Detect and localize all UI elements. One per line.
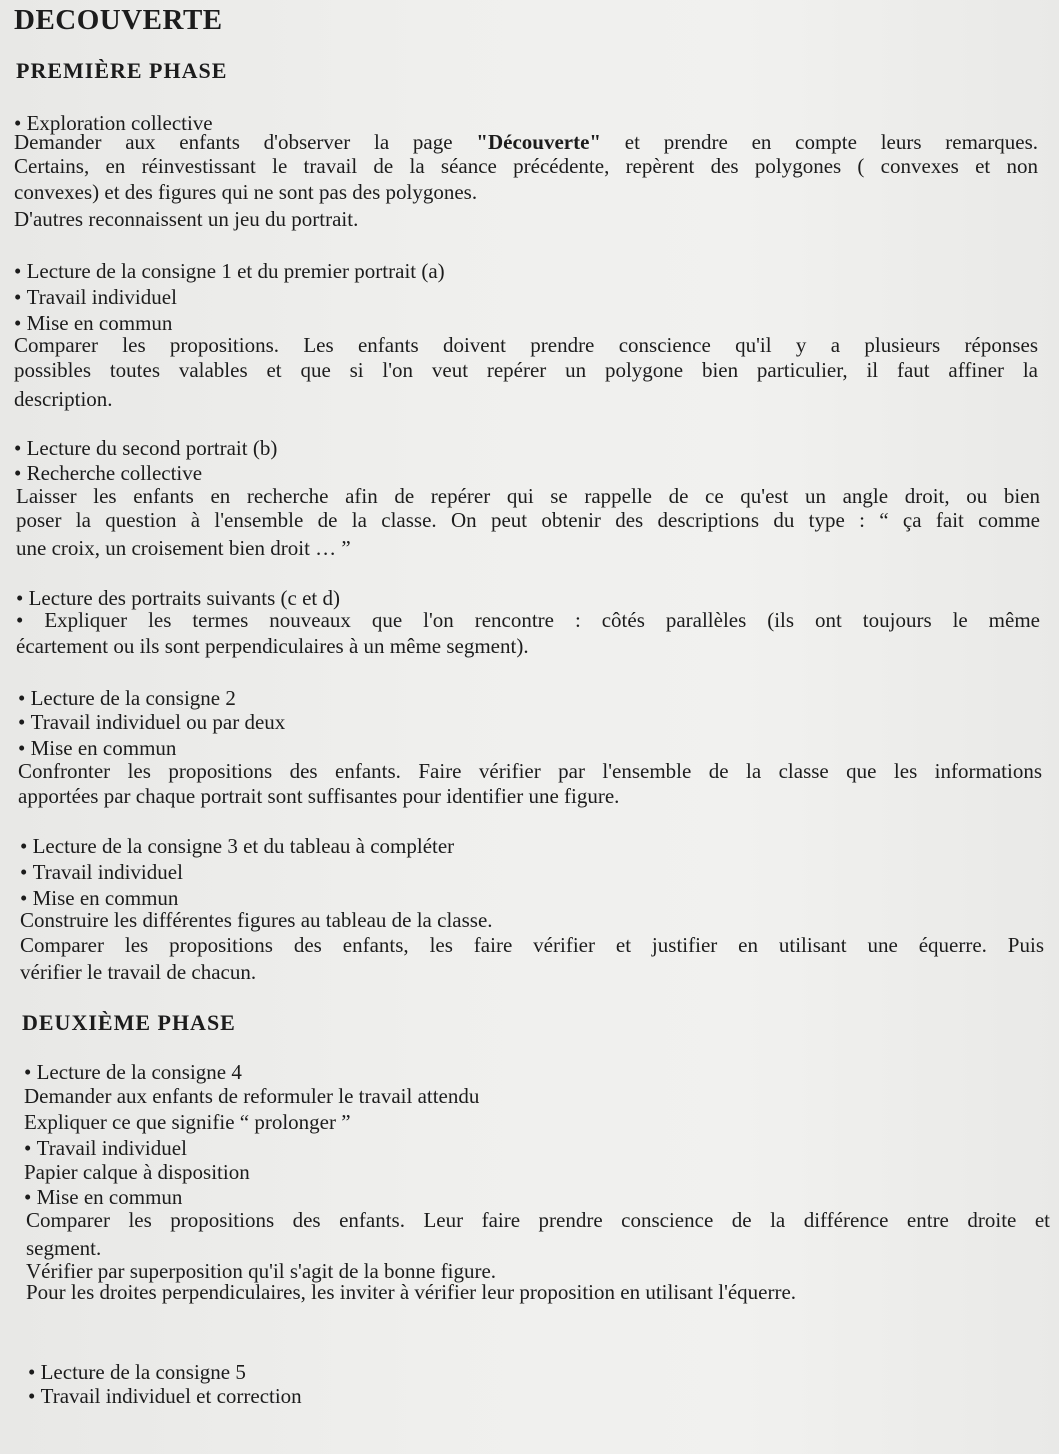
bullet-item: • Travail individuel et correction: [28, 1384, 302, 1409]
phase2-heading: DEUXIÈME PHASE: [22, 1010, 236, 1035]
bullet-item: • Lecture de la consigne 2: [18, 686, 236, 711]
paragraph-line: possibles toutes valables et que si l'on veut repérer un polygone bien particulier, il faut affiner la: [14, 358, 1038, 382]
bullet-item: • Lecture de la consigne 4: [24, 1060, 242, 1085]
bullet-item: • Lecture des portraits suivants (c et d): [16, 586, 340, 611]
paragraph-line: Construire les différentes figures au tableau de la classe.: [20, 908, 493, 932]
paragraph-line: Certains, en réinvestissant le travail de la séance précédente, repèrent des polygones ( convexes et non: [14, 154, 1038, 178]
paragraph-line: Demander aux enfants de reformuler le travail attendu: [24, 1084, 480, 1108]
paragraph-line: description.: [14, 387, 113, 411]
paragraph-line: Laisser les enfants en recherche afin de repérer qui se rappelle de ce qu'est un angle droit, ou bien: [16, 484, 1040, 508]
paragraph-line: Comparer les propositions des enfants, les faire vérifier et justifier en utilisant une équerre. Puis: [20, 933, 1044, 957]
bullet-item: • Lecture du second portrait (b): [14, 436, 277, 461]
paragraph-line: poser la question à l'ensemble de la classe. On peut obtenir des descriptions du type : “ ça fait comme: [16, 508, 1040, 532]
paragraph-line: Expliquer ce que signifie “ prolonger ”: [24, 1110, 351, 1134]
paragraph-line: Comparer les propositions des enfants. Leur faire prendre conscience de la différence entre droite et: [26, 1208, 1050, 1232]
paragraph-line: Papier calque à disposition: [24, 1160, 250, 1184]
bullet-exploration: • Exploration collective: [14, 111, 213, 136]
paragraph-line: Pour les droites perpendiculaires, les inviter à vérifier leur proposition en utilisant l'équerre.: [26, 1280, 797, 1304]
bullet-item: • Recherche collective: [14, 461, 202, 486]
bullet-item: • Mise en commun: [14, 311, 172, 336]
paragraph-line: Demander aux enfants d'observer la page "Découverte" et prendre en compte leurs remarques.: [14, 130, 1038, 154]
paragraph-line: segment.: [26, 1236, 102, 1260]
paragraph-line: apportées par chaque portrait sont suffisantes pour identifier une figure.: [18, 784, 620, 808]
bullet-item: • Expliquer les termes nouveaux que l'on rencontre : côtés parallèles (ils ont toujours le même: [16, 608, 1040, 633]
bullet-item: • Lecture de la consigne 5: [28, 1360, 246, 1385]
bullet-item: • Lecture de la consigne 1 et du premier portrait (a): [14, 259, 445, 284]
bullet-item: • Travail individuel: [14, 285, 177, 310]
bullet-item: • Mise en commun: [20, 886, 178, 911]
paragraph-line: Comparer les propositions. Les enfants doivent prendre conscience qu'il y a plusieurs réponses: [14, 333, 1038, 357]
bullet-item: • Mise en commun: [18, 736, 176, 761]
paragraph-line: vérifier le travail de chacun.: [20, 960, 257, 984]
bullet-item: • Lecture de la consigne 3 et du tableau à compléter: [20, 834, 454, 859]
paragraph-line: Vérifier par superposition qu'il s'agit de la bonne figure.: [26, 1259, 497, 1283]
paragraph-line: écartement ou ils sont perpendiculaires à un même segment).: [16, 634, 529, 658]
bullet-item: • Travail individuel: [24, 1136, 187, 1161]
paragraph-line: convexes) et des figures qui ne sont pas des polygones.: [14, 180, 478, 204]
phase1-heading: PREMIÈRE PHASE: [16, 58, 228, 83]
paragraph-line: D'autres reconnaissent un jeu du portrait.: [14, 207, 359, 231]
paragraph-line: une croix, un croisement bien droit … ”: [16, 536, 351, 560]
page-title: DECOUVERTE: [14, 4, 223, 36]
paragraph-line: Confronter les propositions des enfants. Faire vérifier par l'ensemble de la classe que les informations: [18, 759, 1042, 783]
bullet-item: • Mise en commun: [24, 1185, 182, 1210]
bullet-item: • Travail individuel: [20, 860, 183, 885]
bullet-item: • Travail individuel ou par deux: [18, 710, 285, 735]
